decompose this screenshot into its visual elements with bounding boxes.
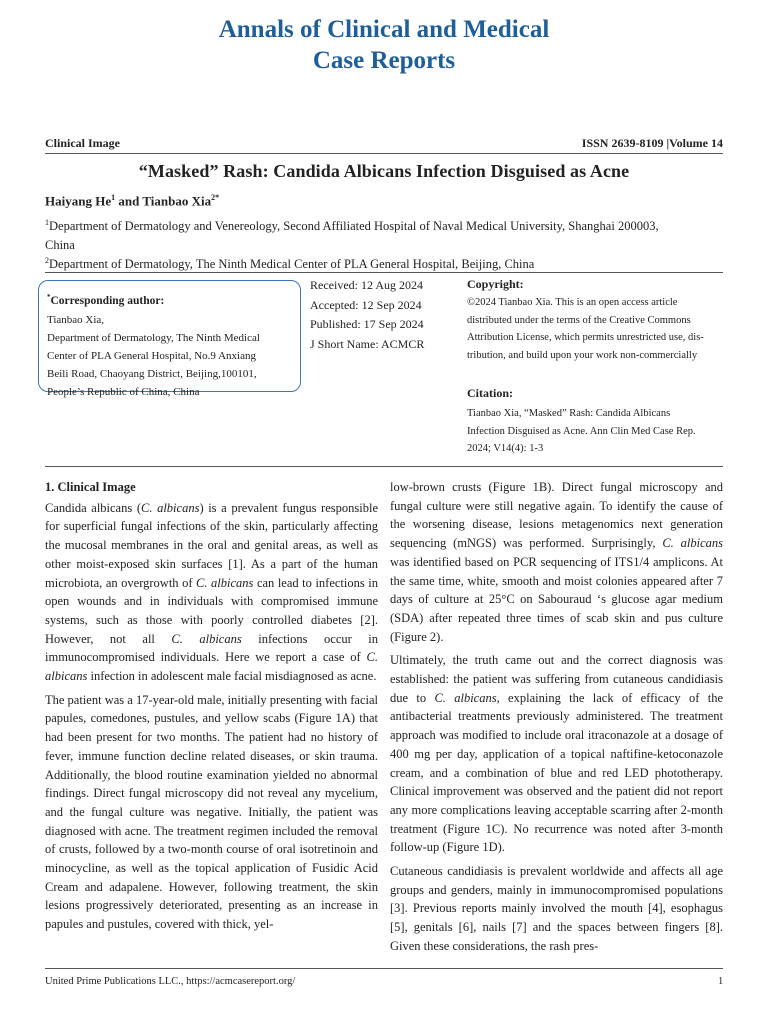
dates-block bbox=[310, 276, 424, 354]
copyright-line: tribution, and build upon your work non-commercially bbox=[467, 349, 698, 361]
header-row bbox=[45, 136, 723, 151]
affiliation-1 bbox=[45, 213, 735, 255]
paragraph: Ultimately, the truth came out and the correct diagnosis was established: the patient was suffering from cutaneous candidiasis due to C. albicans, explaining the lack of efficacy of the antibacterial treatments previously administered. The treatment approach was modified to include oral itraconazole at a dosage of 400 mg per day, application of a topical naftifine-ketoconazole cream, and a combination of blue and red LED phototherapy. Clinical improvement was observed and the patient did not report any more complications leaving acceptable scarring after 2-month treatment (Figure 1C). No recurrence was noted after 3-month follow-up (Figure 1D). bbox=[390, 653, 723, 855]
body-column-left bbox=[45, 478, 378, 939]
paragraph: Candida albicans (C. albicans) is a prevalent fungus responsible for superficial fungal infections of the skin, particularly affecting the mucosal membranes in the oral and genital areas, as well as other moist-exposed skin surfaces [1]. As a part of the human microbiota, an overgrowth of C. albicans can lead to infections in open wounds and in individuals with compromised immune systems, such as those with poorly controlled diabetes [2]. However, not all C. albicans infections occur in immunocompromised individuals. Here we report a case of C. albicans infection in adolescent male facial misdiagnosed as acne. bbox=[45, 500, 379, 684]
affiliation-sup: 2 bbox=[45, 256, 49, 265]
section-heading: 1. Clinical Image bbox=[45, 480, 136, 494]
corresponding-author-box bbox=[38, 280, 301, 398]
copyright-line: distributed under the terms of the Creative Commons bbox=[467, 314, 691, 326]
corresponding-line: Beili Road, Chaoyang District, Beijing,100101, bbox=[47, 367, 257, 380]
citation-line: 2024; V14(4): 1-3 bbox=[467, 443, 544, 454]
species-name: C. albicans bbox=[196, 575, 254, 590]
accepted-date: Accepted: 12 Sep 2024 bbox=[310, 297, 422, 312]
author-sup: 1 bbox=[111, 193, 116, 202]
footer-divider bbox=[45, 968, 723, 969]
received-date: Received: 12 Aug 2024 bbox=[310, 278, 423, 292]
corresponding-line: Tianbao Xia, bbox=[47, 313, 105, 326]
article-title: “Masked” Rash: Candida Albicans Infection Disguised as Acne bbox=[138, 161, 630, 181]
species-name: C. albicans bbox=[662, 536, 724, 551]
paragraph: Cutaneous candidiasis is prevalent worldwide and affects all age groups and genders, mainly in immunocompromised populations [3]. Previous reports mainly involved the mouth [4], esophagus [5], genitals [6], nails [7] and the spaces between fingers [8]. Given these considerations, the rash pres- bbox=[390, 864, 723, 953]
affiliation-2 bbox=[45, 251, 735, 274]
affiliation-text: Department of Dermatology, The Ninth Medical Center of PLA General Hospital, Beijing, China bbox=[49, 257, 535, 272]
footer-publisher: United Prime Publications LLC., https://acmcasereport.org/ bbox=[45, 976, 296, 987]
journal-title-line2: Case Reports bbox=[312, 47, 456, 74]
copyright-line: ©2024 Tianbao Xia. This is an open access article bbox=[467, 297, 678, 308]
author-name: Haiyang He bbox=[45, 193, 112, 209]
journal-title bbox=[0, 14, 768, 76]
citation-heading: Citation: bbox=[467, 386, 513, 400]
paragraph: low-brown crusts (Figure 1B). Direct fungal microscopy and fungal culture were still negative again. To identify the cause of the worsening disease, lesions metagenomics next generation sequencing (mNGS) was performed. Surprisingly, C. albicans was identified based on PCR sequencing of ITS1/4 amplicons. At the same time, white, smooth and moist colonies appeared after 7 days of culture at 25°C on Sabouraud ‘s glucose agar medium (SDA) after repeated three times of scab skin and pus culture (Figure 2). bbox=[390, 480, 724, 644]
header-divider bbox=[45, 153, 723, 154]
copyright-line: Attribution License, which permits unrestricted use, dis- bbox=[467, 332, 704, 343]
citation-line: Infection Disguised as Acne. Ann Clin Med Case Rep. bbox=[467, 425, 696, 437]
affiliation-sup: 1 bbox=[45, 218, 49, 227]
page-number: 1 bbox=[718, 976, 724, 987]
corresponding-line: People’s Republic of China, China bbox=[47, 385, 200, 398]
species-name: C. albicans bbox=[434, 690, 497, 705]
citation-line: Tianbao Xia, “Masked” Rash: Candida Albicans bbox=[467, 408, 671, 419]
citation-block bbox=[467, 386, 727, 458]
author-name: Tianbao Xia bbox=[142, 193, 212, 209]
copyright-heading: Copyright: bbox=[467, 277, 524, 291]
corresponding-author-title: *Corresponding author: bbox=[47, 293, 165, 307]
corresponding-line: Department of Dermatology, The Ninth Medical bbox=[47, 331, 260, 344]
article-type: Clinical Image bbox=[45, 136, 120, 150]
journal-title-line1: Annals of Clinical and Medical bbox=[218, 16, 550, 43]
body-divider bbox=[45, 466, 723, 467]
issn-volume: ISSN 2639-8109 |Volume 14 bbox=[581, 136, 723, 150]
affiliation-text-cont: China bbox=[45, 238, 75, 253]
affiliation-divider bbox=[45, 272, 723, 273]
corresponding-line: Center of PLA General Hospital, No.9 Anxiang bbox=[47, 349, 256, 362]
species-name: C. albicans bbox=[45, 650, 378, 684]
published-date: Published: 17 Sep 2024 bbox=[310, 317, 424, 331]
author-list: Haiyang He$^1$ and Tianbao Xia$^{2*}$ bbox=[45, 193, 220, 209]
species-name: C. albicans bbox=[171, 631, 242, 646]
author-sup: 2* bbox=[211, 193, 220, 202]
journal-short-name: J Short Name: ACMCR bbox=[310, 336, 425, 351]
body-column-right bbox=[390, 478, 723, 961]
paragraph: The patient was a 17-year-old male, initially presenting with facial papules, comedones, pustules, and yellow scabs (Figure 1A) that had been present for two months. The patient had no history of fever, immune function decline related diseases, or skin trauma. Additionally, the blood routine examination yielded no abnormal findings. Direct fungal microscopy did not reveal any mycelium, and the fungal culture was negative. Initially, the patient was diagnosed with acne. The treatment regimen included the removal of crusts, followed by a two-month course of oral isotretinoin and minocycline, as well as the topical application of Fusidic Acid Cream and adapalene. However, following treatment, the skin lesions progressively deteriorated, presenting as an increase in papules and pustules, covered with thick, yel- bbox=[45, 692, 378, 932]
copyright-block bbox=[467, 277, 727, 364]
species-name: C. albicans bbox=[141, 500, 200, 515]
affiliation-text: Department of Dermatology and Venereology, Second Affiliated Hospital of Naval Medical University, Shanghai 200003, bbox=[49, 219, 659, 234]
